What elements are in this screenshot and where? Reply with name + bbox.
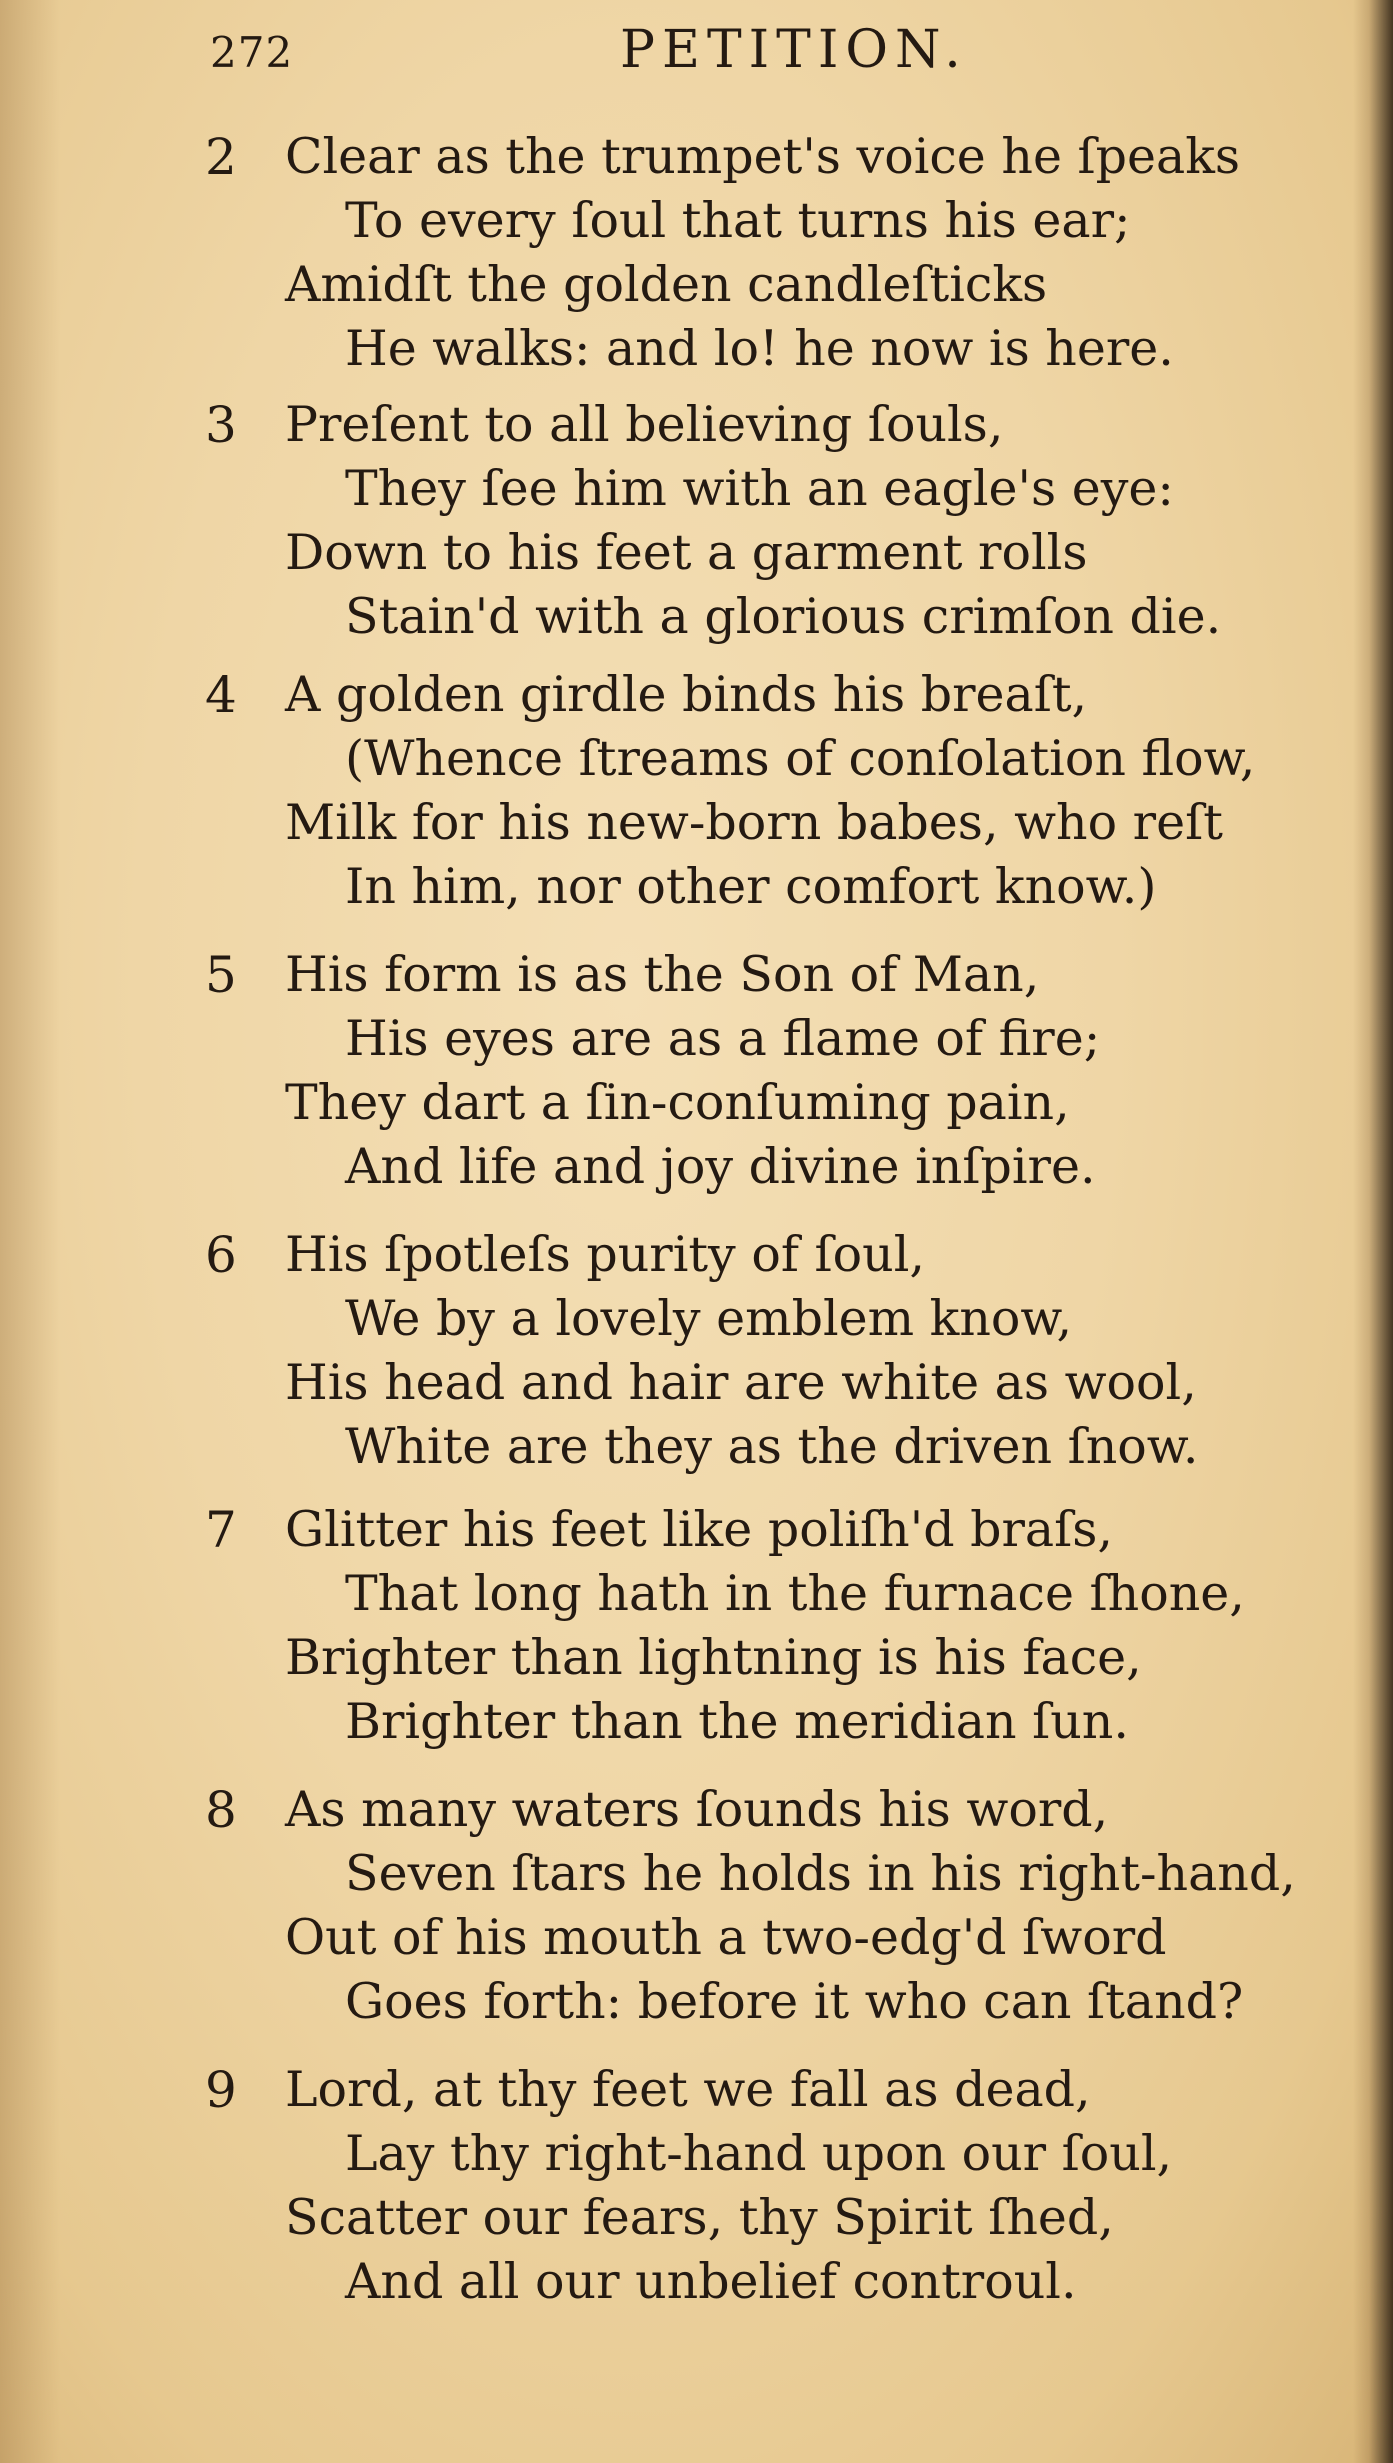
stanza-7 bbox=[0, 1501, 1393, 1785]
verse-line: Lay thy right-hand upon our ſoul, bbox=[345, 2125, 1173, 2182]
verse-line: His head and hair are white as wool, bbox=[285, 1354, 1197, 1411]
verse-line: That long hath in the furnace ſhone, bbox=[345, 1565, 1245, 1622]
verse-line: Clear as the trumpet's voice he ſpeaks bbox=[285, 128, 1241, 185]
verse-line: Seven ſtars he holds in his right-hand, bbox=[345, 1845, 1296, 1902]
stanza-number: 7 bbox=[205, 1501, 237, 1559]
verse-line: Down to his feet a garment rolls bbox=[285, 524, 1088, 581]
verse-line: They dart a ſin-conſuming pain, bbox=[285, 1074, 1070, 1131]
stanza-number: 9 bbox=[205, 2061, 237, 2119]
verse-line: Brighter than the meridian ſun. bbox=[345, 1693, 1129, 1750]
stanza-number: 3 bbox=[205, 396, 237, 454]
stanza-9 bbox=[0, 2061, 1393, 2345]
stanza-4 bbox=[0, 666, 1393, 950]
verse-line: They ſee him with an eagle's eye: bbox=[345, 460, 1174, 517]
verse-line: Glitter his feet like poliſh'd braſs, bbox=[285, 1501, 1113, 1558]
verse-line: And life and joy divine inſpire. bbox=[345, 1138, 1096, 1195]
verse-line: Goes forth: before it who can ſtand? bbox=[345, 1973, 1244, 2030]
verse-line: (Whence ſtreams of conſolation flow, bbox=[345, 730, 1256, 787]
verse-line: Scatter our fears, thy Spirit ſhed, bbox=[285, 2189, 1114, 2246]
stanza-2 bbox=[0, 128, 1393, 412]
verse-line: Preſent to all believing ſouls, bbox=[285, 396, 1004, 453]
stanza-8 bbox=[0, 1781, 1393, 2065]
verse-line: His form is as the Son of Man, bbox=[285, 946, 1040, 1003]
page-number: 272 bbox=[210, 28, 294, 77]
stanza-number: 6 bbox=[205, 1226, 237, 1284]
verse-line: Milk for his new-born babes, who reſt bbox=[285, 794, 1223, 851]
stanza-number: 4 bbox=[205, 666, 237, 724]
verse-line: White are they as the driven ſnow. bbox=[345, 1418, 1199, 1475]
running-head: PETITION. bbox=[620, 20, 968, 80]
verse-line: Lord, at thy feet we fall as dead, bbox=[285, 2061, 1091, 2118]
stanza-number: 5 bbox=[205, 946, 237, 1004]
stanza-number: 8 bbox=[205, 1781, 237, 1839]
stanza-6 bbox=[0, 1226, 1393, 1510]
verse-line: As many waters ſounds his word, bbox=[285, 1781, 1109, 1838]
verse-line: A golden girdle binds his breaſt, bbox=[285, 666, 1088, 723]
stanza-number: 2 bbox=[205, 128, 237, 186]
verse-line: To every ſoul that turns his ear; bbox=[345, 192, 1131, 249]
verse-line: Amidſt the golden candleſticks bbox=[285, 256, 1048, 313]
stanza-5 bbox=[0, 946, 1393, 1230]
page-header bbox=[210, 20, 1210, 90]
verse-line: His ſpotleſs purity of ſoul, bbox=[285, 1226, 925, 1283]
verse-line: Stain'd with a glorious crimſon die. bbox=[345, 588, 1222, 645]
verse-line: He walks: and lo! he now is here. bbox=[345, 320, 1174, 377]
verse-line: And all our unbelief controul. bbox=[345, 2253, 1077, 2310]
verse-line: Out of his mouth a two-edg'd ſword bbox=[285, 1909, 1167, 1966]
verse-line: His eyes are as a flame of fire; bbox=[345, 1010, 1101, 1067]
verse-line: In him, nor other comfort know.) bbox=[345, 858, 1157, 915]
verse-line: Brighter than lightning is his face, bbox=[285, 1629, 1142, 1686]
verse-line: We by a lovely emblem know, bbox=[345, 1290, 1073, 1347]
stanza-3 bbox=[0, 396, 1393, 680]
